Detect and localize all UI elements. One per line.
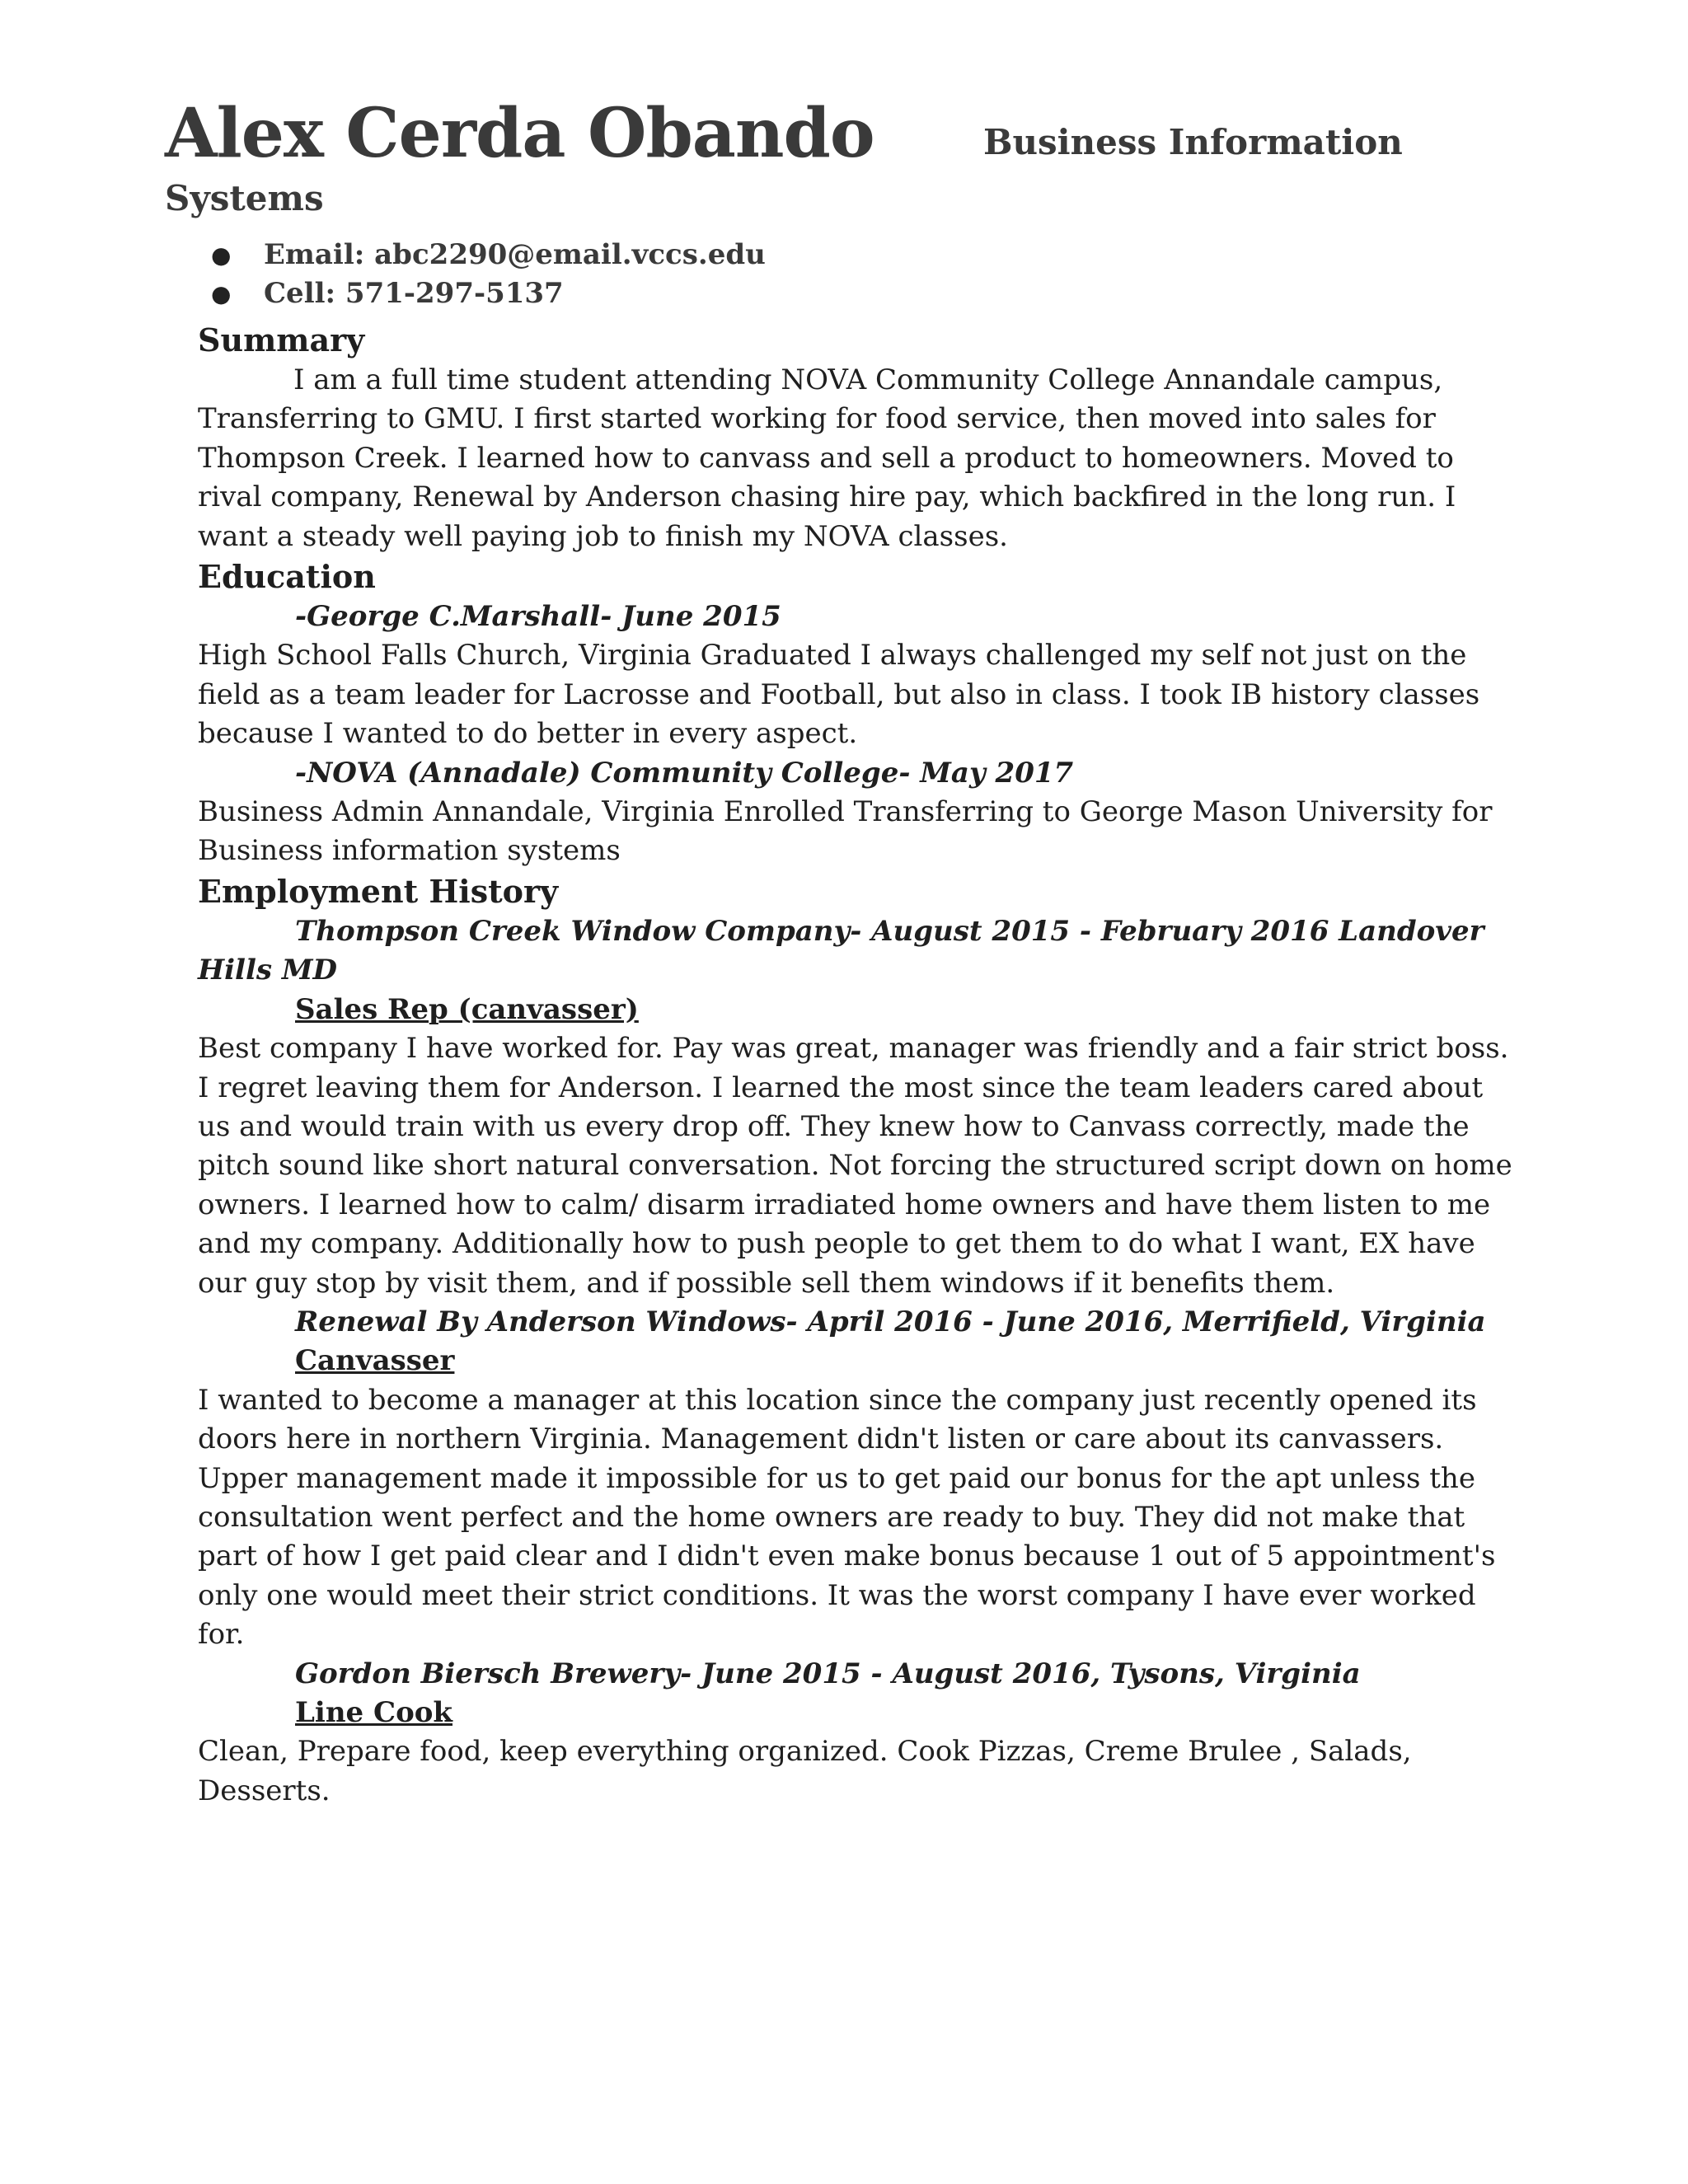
resume-body: [198, 320, 1517, 1811]
job-description: I wanted to become a manager at this location since the company just recently opened its doors here in northern Virginia. Management didn't listen or care about its canvassers. Upper management made it impossible for us to get paid our bonus for the apt unless the consultation went perfect and the home owners are ready to buy. They did not make that part of how I get paid clear and I didn't even make bonus because 1 out of 5 appointment's only one would meet their strict conditions. It was the worst company I have ever worked for.: [198, 1383, 1496, 1652]
contact-email-value: abc2290@email.vccs.edu: [374, 238, 766, 271]
field-of-study-continued: Systems: [165, 178, 324, 218]
education-heading: Education: [198, 558, 376, 596]
job-title: Renewal By Anderson Windows- April 2016 - June 2016, Merrifield, Virginia: [295, 1305, 1486, 1338]
contact-email: [211, 236, 766, 274]
bullet-icon: ●: [211, 280, 232, 307]
job-description: Best company I have worked for. Pay was great, manager was friendly and a fair strict boss. I regret leaving them for Anderson. I learned the most since the team leaders cared about us and would train with us every drop off. They knew how to Canvass correctly, made the pitch sound like short natural conversation. Not forcing the structured script down on home owners. I learned how to calm/ disarm irradiated home owners and have them listen to me and my company. Additionally how to push people to get them to do what I want, EX have our guy stop by visit them, and if possible sell them windows if it benefits them.: [198, 1032, 1512, 1300]
summary-heading: Summary: [198, 321, 365, 359]
education-entry-text: High School Falls Church, Virginia Graduated I always challenged my self not just on the field as a team leader for Lacrosse and Football, but also in class. I took IB history classes because I wanted to do better in every aspect.: [198, 639, 1480, 751]
job-role: Line Cook: [295, 1696, 452, 1729]
applicant-name: Alex Cerda Obando: [165, 94, 874, 173]
employment-heading: Employment History: [198, 872, 559, 910]
contact-list: [211, 236, 766, 313]
contact-cell-label: Cell:: [264, 277, 336, 310]
bullet-icon: ●: [211, 241, 232, 269]
field-of-study: Business Information: [983, 122, 1403, 162]
education-entry-text: Business Admin Annandale, Virginia Enrolled Transferring to George Mason University for Business information systems: [198, 795, 1493, 868]
job-title: Thompson Creek Window Company- August 2015 - February 2016 Landover Hills MD: [198, 914, 1484, 987]
job-role: Canvasser: [295, 1344, 455, 1378]
education-entry-title: -George C.Marshall- June 2015: [295, 600, 781, 634]
summary-text: I am a full time student attending NOVA Community College Annandale campus, Transferring to GMU. I first started working for food service, then moved into sales for Thompson Creek. I learned how to canvass and sell a product to homeowners. Moved to rival company, Renewal by Anderson chasing hire pay, which backfired in the long run. I want a steady well paying job to finish my NOVA classes.: [198, 363, 1456, 553]
job-role: Sales Rep (canvasser): [295, 992, 639, 1026]
job-title: Gordon Biersch Brewery- June 2015 - August 2016, Tysons, Virginia: [295, 1657, 1361, 1690]
contact-cell: [211, 274, 766, 313]
contact-cell-value: 571-297-5137: [345, 277, 564, 310]
education-entry-title: -NOVA (Annadale) Community College- May 2017: [295, 756, 1074, 790]
job-description: Clean, Prepare food, keep everything organized. Cook Pizzas, Creme Brulee , Salads, Desserts.: [198, 1735, 1412, 1807]
contact-email-label: Email:: [264, 238, 365, 271]
